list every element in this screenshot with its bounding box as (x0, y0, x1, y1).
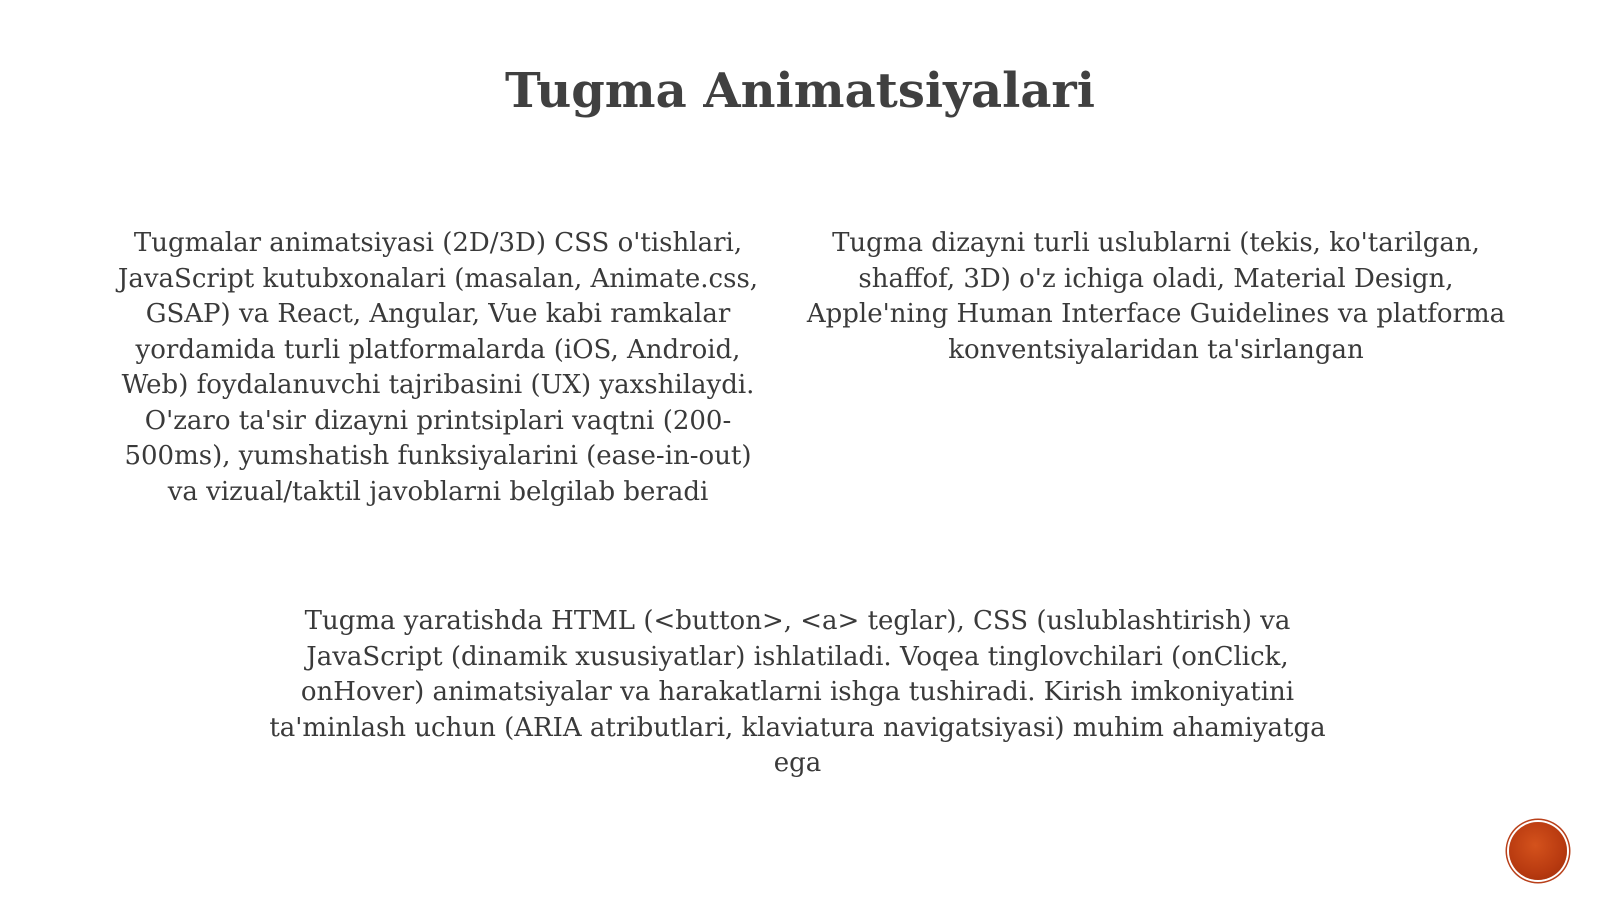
circle-nav-icon[interactable] (1509, 822, 1567, 880)
left-text-block: Tugmalar animatsiyasi (2D/3D) CSS o'tishlari, JavaScript kutubxonalari (masalan, Animate.css, GSAP) va React, Angular, Vue kabi ramkalar yordamida turli platformalarda (iOS, Android, Web) foydalanuvchi tajribasini (UX) yaxshilaydi. O'zaro ta'sir dizayni printsiplari vaqtni (200-500ms), yumshatish funksiyalarini (ease-in-out) va vizual/taktil javoblarni belgilab beradi (117, 228, 759, 507)
slide-title: Tugma Animatsiyalari (505, 63, 1095, 119)
bottom-text-block: Tugma yaratishda HTML (<button>, <a> teglar), CSS (uslublashtirish) va JavaScript (dinamik xususiyatlar) ishlatiladi. Voqea tinglovchilari (onClick, onHover) animatsiyalar va harakatlarni ishga tushiradi. Kirish imkoniyatini ta'minlash uchun (ARIA atributlari, klaviatura navigatsiyasi) muhim ahamiyatga ega (269, 606, 1326, 778)
right-text-block: Tugma dizayni turli uslublarni (tekis, ko'tarilgan, shaffof, 3D) o'z ichiga oladi, Material Design, Apple'ning Human Interface Guidelines va platforma konventsiyalaridan ta'sirlangan (806, 228, 1506, 365)
